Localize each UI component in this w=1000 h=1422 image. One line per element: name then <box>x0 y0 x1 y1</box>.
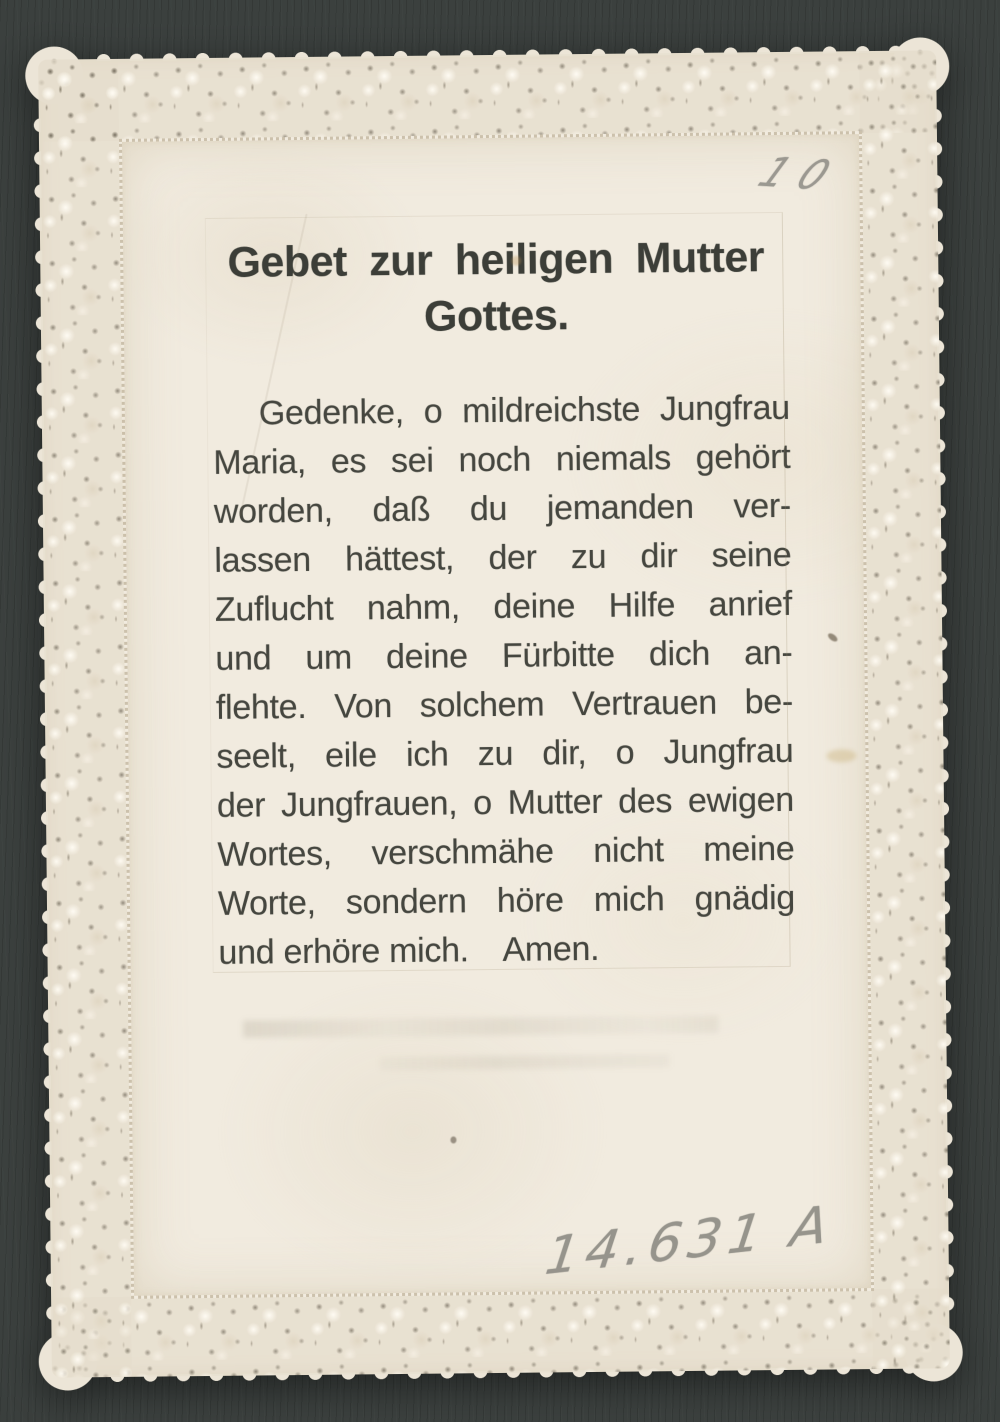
handwritten-catalog-number: 14.631 A <box>541 1194 838 1288</box>
prayer-title-line2: Gottes. <box>423 291 569 341</box>
prayer-card <box>38 50 950 1377</box>
prayer-line: und erhöre mich. Amen. <box>218 929 600 972</box>
card-panel <box>119 131 874 1299</box>
prayer-title <box>171 229 821 348</box>
prayer-line: der Jungfrauen, o Mutter des ewigen <box>216 780 795 825</box>
prayer-line: seelt, eile ich zu dir, o Jungfrau <box>216 731 794 776</box>
prayer-line: Wortes, verschmähe nicht meine <box>217 829 795 874</box>
prayer-text <box>213 384 796 978</box>
lace-pattern-left <box>38 59 132 1378</box>
prayer-line: Zuflucht nahm, deine Hilfe anrief <box>214 584 793 629</box>
age-stain <box>826 749 856 762</box>
ink-speck <box>827 632 839 643</box>
prayer-line: und um deine Fürbitte dich an- <box>215 633 793 678</box>
ink-speck <box>450 1136 456 1143</box>
prayer-line: Gedenke, o mildreichste Jungfrau <box>258 388 791 433</box>
prayer-line: Maria, es sei noch niemals gehört <box>213 437 791 482</box>
age-stain <box>511 256 521 266</box>
handwritten-page-number: 10 <box>750 149 852 201</box>
prayer-title-line1: Gebet zur heiligen Mutter <box>227 233 765 287</box>
bleed-through-smudge <box>380 1054 670 1070</box>
prayer-line: lassen hättest, der zu dir seine <box>214 535 792 580</box>
prayer-line: flehte. Von solchem Vertrauen be- <box>215 682 794 727</box>
prayer-line: Worte, sondern höre mich gnädig <box>217 878 796 923</box>
prayer-line: worden, daß du jemanden ver- <box>213 486 792 531</box>
lace-pattern-top <box>38 50 937 141</box>
lace-pattern-bottom <box>51 1288 950 1377</box>
bleed-through-smudge <box>243 1016 718 1038</box>
